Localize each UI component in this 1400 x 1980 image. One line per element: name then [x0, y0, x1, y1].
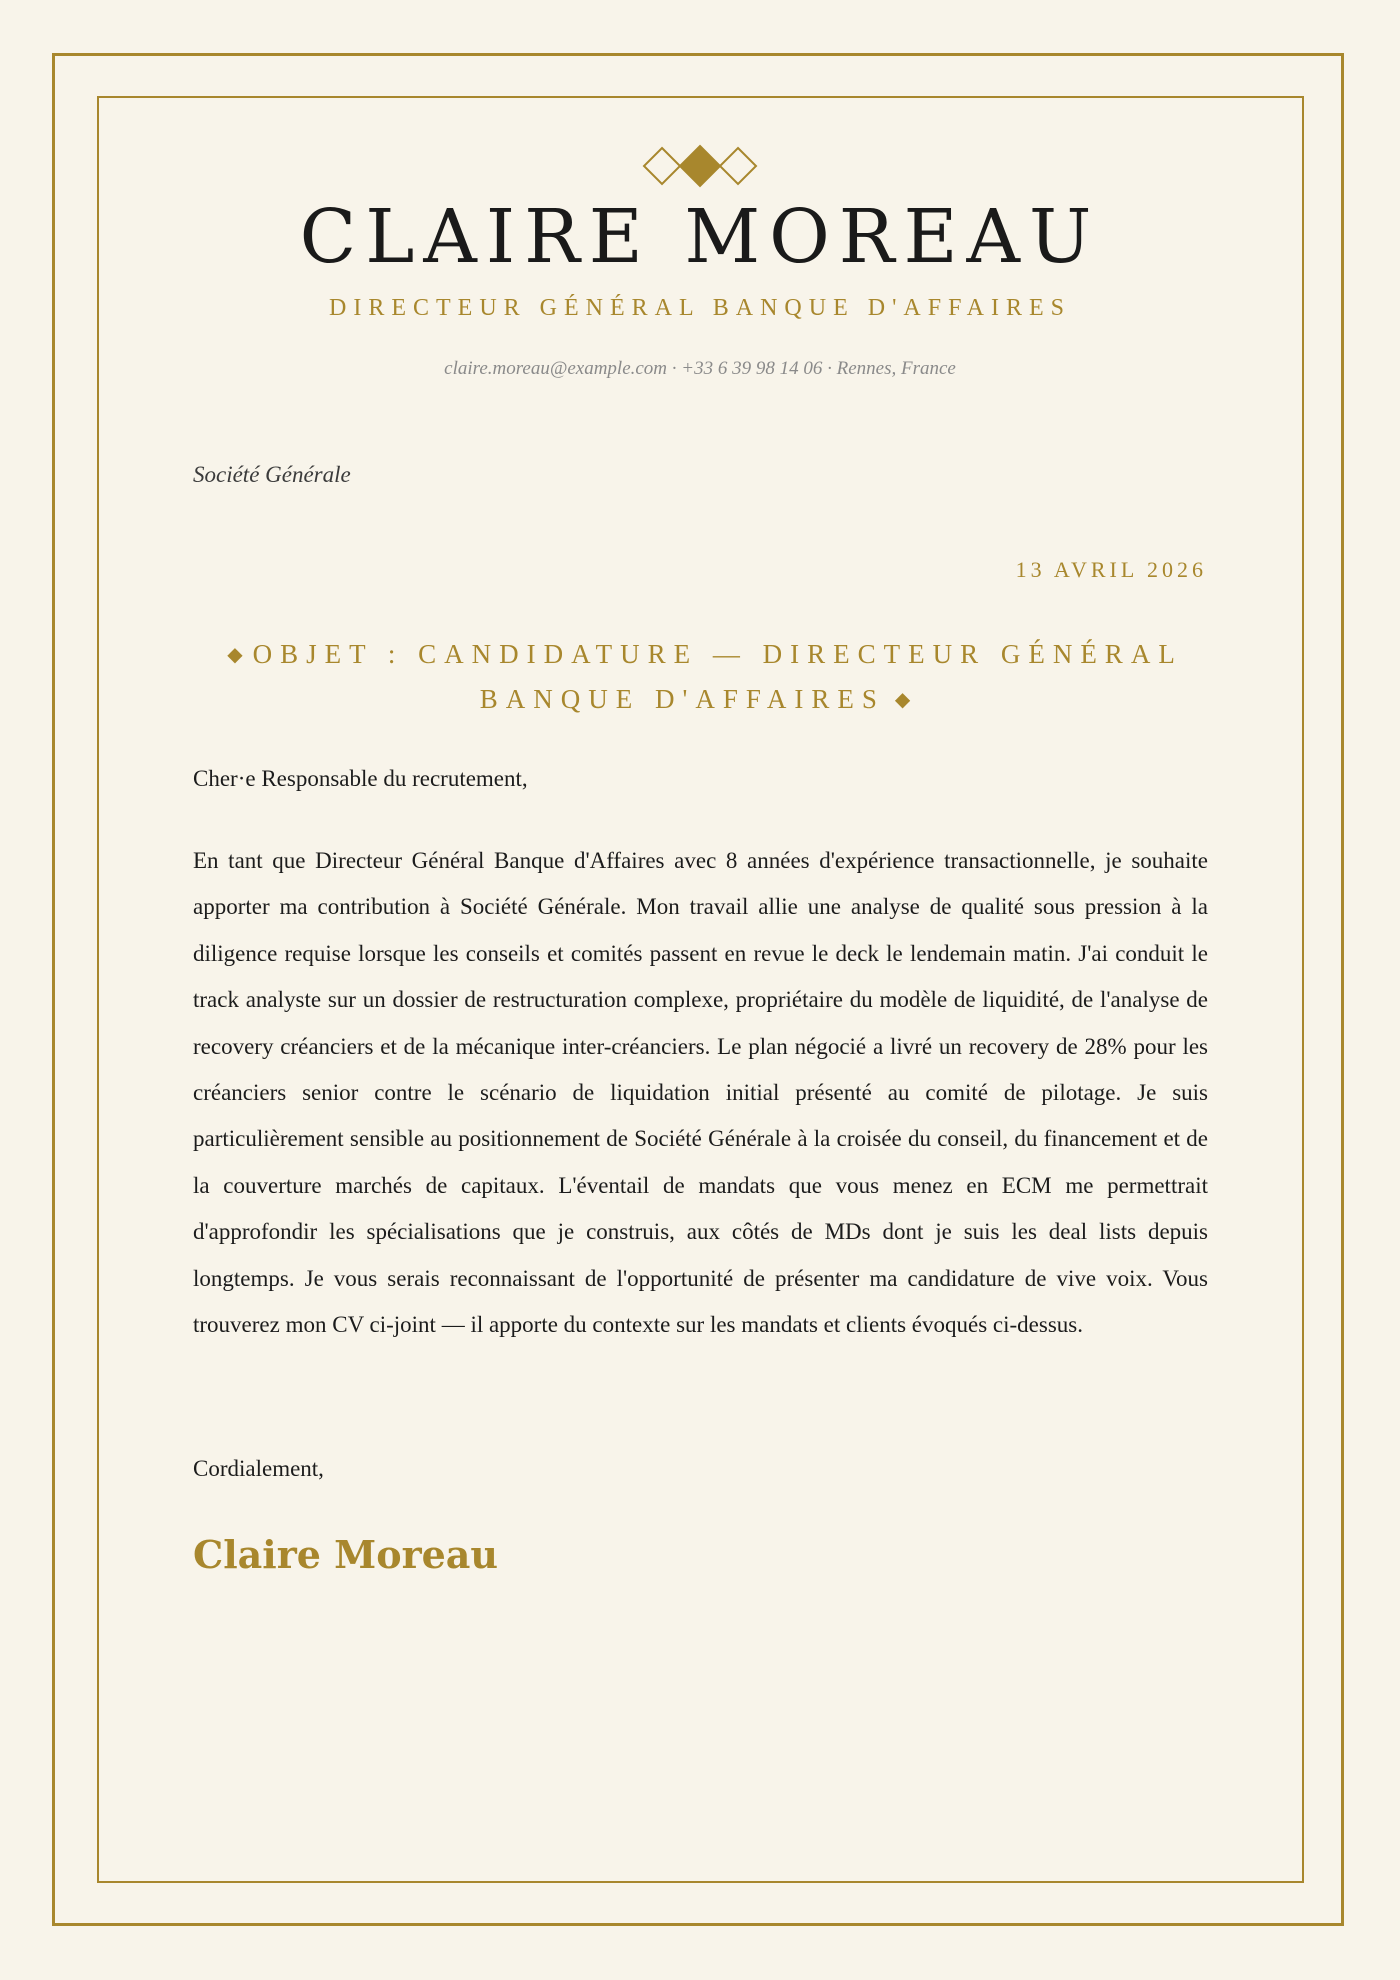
- subject-line: [193, 632, 1207, 722]
- subject-text: OBJET : CANDIDATURE — DIRECTEUR GÉNÉRAL BANQUE D'AFFAIRES: [252, 639, 1183, 714]
- closing: Cordialement,: [193, 1456, 324, 1481]
- recipient: Société Générale: [193, 462, 351, 487]
- diamond-bullet-icon: ◆: [894, 689, 911, 711]
- diamond-bullet-icon: ◆: [227, 644, 243, 666]
- contact-line: claire.moreau@example.com · +33 6 39 98 14 06 · Rennes, France: [444, 358, 956, 379]
- diamond-ornament-icon: [642, 144, 758, 188]
- signature: Claire Moreau: [193, 1532, 499, 1577]
- applicant-headline: DIRECTEUR GÉNÉRAL BANQUE D'AFFAIRES: [329, 295, 1071, 321]
- letter-body: En tant que Directeur Général Banque d'Affaires avec 8 années d'expérience transactionnelle, je souhaite apporter ma contribution à Société Générale. Mon travail allie une analyse de qualité sous pression à la diligence requise lorsque les conseils et comités passent en revue le deck le lendemain matin. J'ai conduit le track analyste sur un dossier de restructuration complexe, propriétaire du modèle de liquidité, de l'analyse de recovery créanciers et de la mécanique inter-créanciers. Le plan négocié a livré un recovery de 28% pour les créanciers senior contre le scénario de liquidation initial présenté au comité de pilotage. Je suis particulièrement sensible au positionnement de Société Générale à la croisée du conseil, du financement et de la couverture marchés de capitaux. L'éventail de mandats que vous menez en ECM me permettrait d'approfondir les spécialisations que je construis, aux côtés de MDs dont je suis les deal lists depuis longtemps. Je vous serais reconnaissant de l'opportunité de présenter ma candidature de vive voix. Vous trouverez mon CV ci-joint — il apporte du contexte sur les mandats et clients évoqués ci-dessus.: [193, 848, 1208, 1338]
- letter-date: 13 AVRIL 2026: [1015, 557, 1207, 582]
- applicant-name: CLAIRE MOREAU: [299, 194, 1101, 280]
- salutation: Cher·e Responsable du recrutement,: [193, 766, 528, 791]
